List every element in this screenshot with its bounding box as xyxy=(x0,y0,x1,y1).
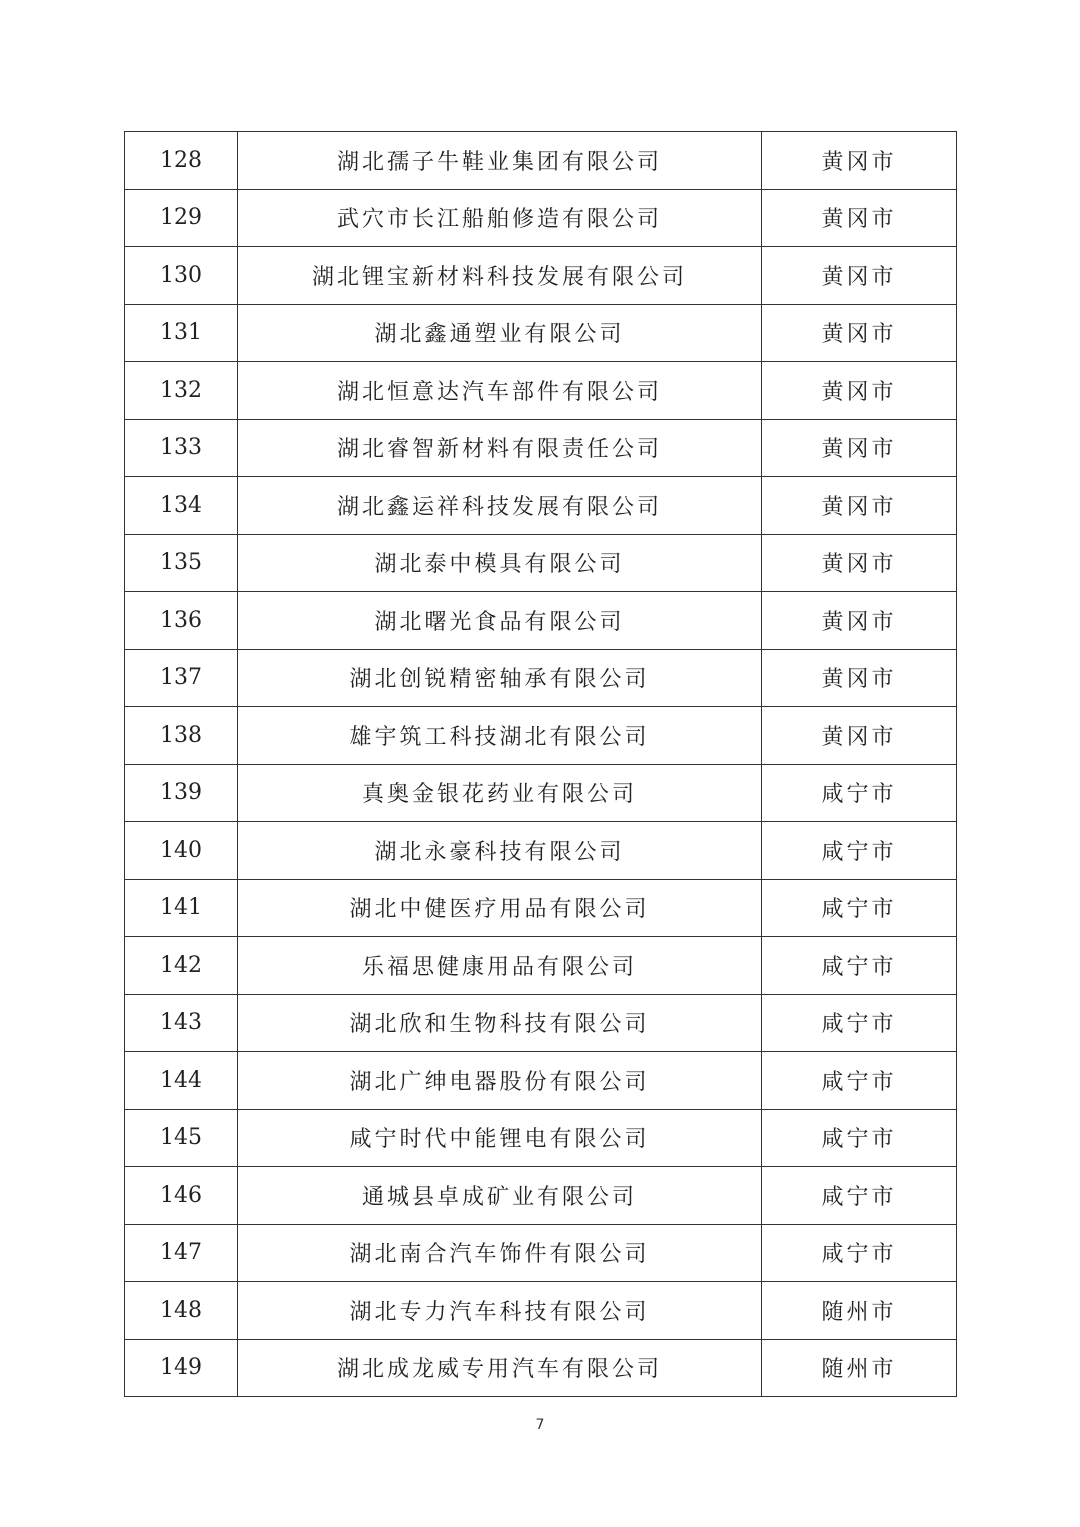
row-number-cell: 129 xyxy=(125,189,238,247)
city-cell: 咸宁市 xyxy=(762,1224,957,1282)
company-name-cell: 湖北鑫运祥科技发展有限公司 xyxy=(238,477,762,535)
company-name-cell: 湖北成龙威专用汽车有限公司 xyxy=(238,1339,762,1397)
company-name-cell: 武穴市长江船舶修造有限公司 xyxy=(238,189,762,247)
city-cell: 黄冈市 xyxy=(762,477,957,535)
table-row xyxy=(125,707,957,765)
table-row xyxy=(125,1339,957,1397)
row-number-cell: 136 xyxy=(125,592,238,650)
city-cell: 随州市 xyxy=(762,1339,957,1397)
city-cell: 咸宁市 xyxy=(762,937,957,995)
company-name-cell: 湖北南合汽车饰件有限公司 xyxy=(238,1224,762,1282)
row-number-cell: 144 xyxy=(125,1052,238,1110)
table-row xyxy=(125,649,957,707)
row-number-cell: 142 xyxy=(125,937,238,995)
table-row xyxy=(125,1052,957,1110)
city-cell: 黄冈市 xyxy=(762,592,957,650)
row-number-cell: 140 xyxy=(125,822,238,880)
table-row xyxy=(125,1167,957,1225)
company-name-cell: 湖北泰中模具有限公司 xyxy=(238,534,762,592)
city-cell: 咸宁市 xyxy=(762,994,957,1052)
city-cell: 咸宁市 xyxy=(762,1167,957,1225)
city-cell: 黄冈市 xyxy=(762,304,957,362)
row-number-cell: 139 xyxy=(125,764,238,822)
table-row xyxy=(125,477,957,535)
company-name-cell: 湖北睿智新材料有限责任公司 xyxy=(238,419,762,477)
city-cell: 黄冈市 xyxy=(762,649,957,707)
table-row xyxy=(125,189,957,247)
row-number-cell: 134 xyxy=(125,477,238,535)
company-name-cell: 乐福思健康用品有限公司 xyxy=(238,937,762,995)
row-number-cell: 141 xyxy=(125,879,238,937)
city-cell: 黄冈市 xyxy=(762,247,957,305)
city-cell: 随州市 xyxy=(762,1282,957,1340)
table-row xyxy=(125,764,957,822)
row-number-cell: 148 xyxy=(125,1282,238,1340)
page-number: 7 xyxy=(535,1417,545,1433)
table-row xyxy=(125,1224,957,1282)
city-cell: 咸宁市 xyxy=(762,1109,957,1167)
row-number-cell: 146 xyxy=(125,1167,238,1225)
table-row xyxy=(125,247,957,305)
company-name-cell: 湖北恒意达汽车部件有限公司 xyxy=(238,362,762,420)
company-name-cell: 通城县卓成矿业有限公司 xyxy=(238,1167,762,1225)
row-number-cell: 135 xyxy=(125,534,238,592)
company-name-cell: 湖北孺子牛鞋业集团有限公司 xyxy=(238,132,762,190)
city-cell: 黄冈市 xyxy=(762,419,957,477)
company-name-cell: 湖北永豪科技有限公司 xyxy=(238,822,762,880)
row-number-cell: 147 xyxy=(125,1224,238,1282)
row-number-cell: 143 xyxy=(125,994,238,1052)
row-number-cell: 137 xyxy=(125,649,238,707)
company-name-cell: 湖北广绅电器股份有限公司 xyxy=(238,1052,762,1110)
row-number-cell: 132 xyxy=(125,362,238,420)
row-number-cell: 133 xyxy=(125,419,238,477)
company-name-cell: 湖北曙光食品有限公司 xyxy=(238,592,762,650)
table-row xyxy=(125,534,957,592)
company-name-cell: 湖北欣和生物科技有限公司 xyxy=(238,994,762,1052)
company-list-table xyxy=(124,131,957,1397)
city-cell: 咸宁市 xyxy=(762,822,957,880)
row-number-cell: 145 xyxy=(125,1109,238,1167)
table-row xyxy=(125,419,957,477)
company-name-cell: 湖北鑫通塑业有限公司 xyxy=(238,304,762,362)
city-cell: 黄冈市 xyxy=(762,362,957,420)
row-number-cell: 131 xyxy=(125,304,238,362)
company-name-cell: 湖北锂宝新材料科技发展有限公司 xyxy=(238,247,762,305)
table-row xyxy=(125,362,957,420)
table-row xyxy=(125,592,957,650)
city-cell: 黄冈市 xyxy=(762,534,957,592)
table-row xyxy=(125,879,957,937)
table-row xyxy=(125,937,957,995)
table-row xyxy=(125,132,957,190)
company-name-cell: 真奥金银花药业有限公司 xyxy=(238,764,762,822)
row-number-cell: 128 xyxy=(125,132,238,190)
company-name-cell: 雄宇筑工科技湖北有限公司 xyxy=(238,707,762,765)
table-row xyxy=(125,304,957,362)
table-body xyxy=(125,132,957,1397)
company-name-cell: 咸宁时代中能锂电有限公司 xyxy=(238,1109,762,1167)
table-row xyxy=(125,994,957,1052)
city-cell: 黄冈市 xyxy=(762,707,957,765)
city-cell: 黄冈市 xyxy=(762,132,957,190)
city-cell: 咸宁市 xyxy=(762,764,957,822)
city-cell: 咸宁市 xyxy=(762,1052,957,1110)
city-cell: 黄冈市 xyxy=(762,189,957,247)
company-name-cell: 湖北创锐精密轴承有限公司 xyxy=(238,649,762,707)
city-cell: 咸宁市 xyxy=(762,879,957,937)
company-name-cell: 湖北中健医疗用品有限公司 xyxy=(238,879,762,937)
row-number-cell: 130 xyxy=(125,247,238,305)
table-row xyxy=(125,1282,957,1340)
row-number-cell: 138 xyxy=(125,707,238,765)
company-name-cell: 湖北专力汽车科技有限公司 xyxy=(238,1282,762,1340)
row-number-cell: 149 xyxy=(125,1339,238,1397)
table-row xyxy=(125,1109,957,1167)
table-row xyxy=(125,822,957,880)
